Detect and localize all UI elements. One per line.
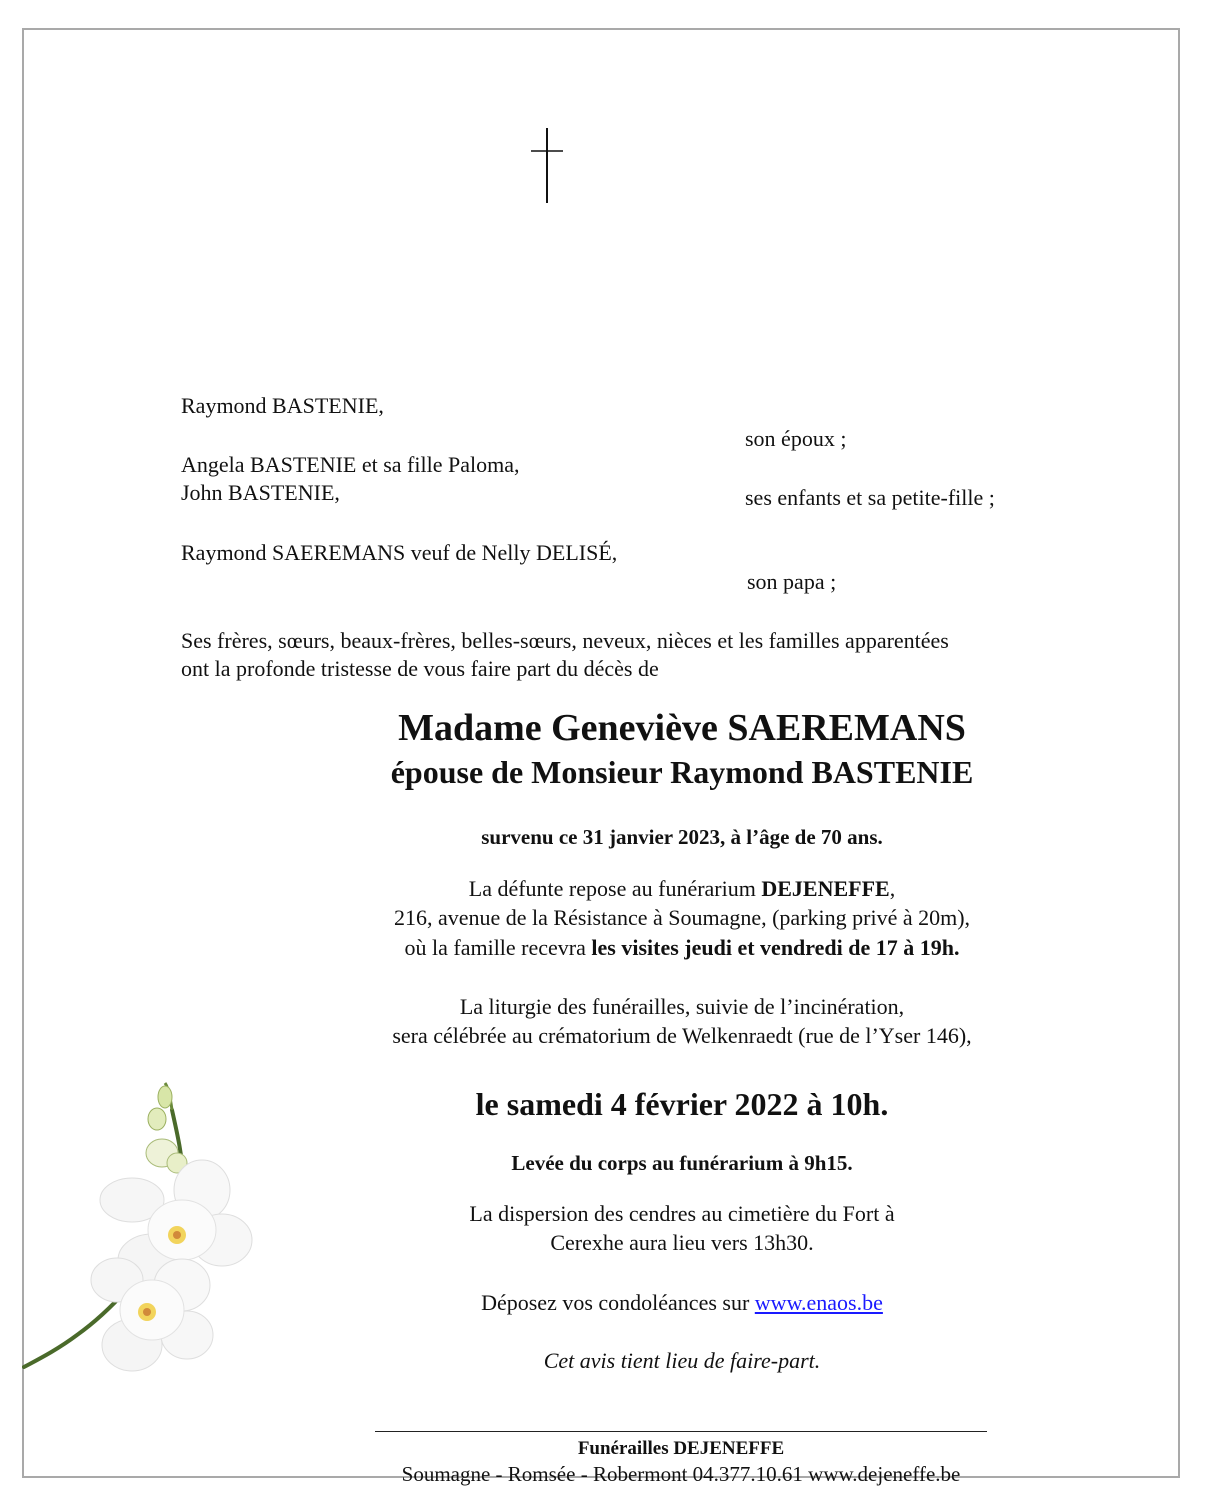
notice-text: Cet avis tient lieu de faire-part. (543, 1348, 821, 1373)
footer-contact: Soumagne - Romsée - Robermont 04.377.10.61 www.dejeneffe.be (401, 1462, 961, 1486)
death-date: survenu ce 31 janvier 2023, à l’âge de 70 ans. (481, 825, 883, 849)
condolences-line: Déposez vos condoléances sur www.enaos.be (481, 1290, 883, 1315)
family-line-father: Raymond SAEREMANS veuf de Nelly DELISÉ, (181, 540, 618, 565)
ceremony-line-2: sera célébrée au crématorium de Welkenraedt (rue de l’Yser 146), (392, 1023, 972, 1048)
family-line-spouse: Raymond BASTENIE, (181, 393, 384, 418)
visitation-line-1: La défunte repose au funérarium DEJENEFFE, (468, 876, 896, 901)
footer-divider (375, 1431, 987, 1432)
deceased-spouse: épouse de Monsieur Raymond BASTENIE (390, 754, 974, 790)
family-role-spouse: son époux ; (745, 426, 847, 451)
siblings-line-2: ont la profonde tristesse de vous faire part du décès de (181, 656, 659, 681)
ceremony-date: le samedi 4 février 2022 à 10h. (475, 1086, 889, 1122)
condolences-link[interactable]: www.enaos.be (754, 1290, 883, 1315)
family-line-children-2: John BASTENIE, (181, 480, 340, 505)
ceremony-line-1: La liturgie des funérailles, suivie de l’incinération, (459, 994, 905, 1019)
footer-company: Funérailles DEJENEFFE (577, 1438, 785, 1459)
orchid-flower-image (22, 1075, 302, 1375)
siblings-line-1: Ses frères, sœurs, beaux-frères, belles-sœurs, neveux, nièces et les familles apparentées (181, 628, 949, 653)
cross-icon (528, 126, 566, 206)
deceased-name: Madame Geneviève SAEREMANS (398, 707, 966, 749)
visitation-line-3: où la famille recevra les visites jeudi et vendredi de 17 à 19h. (404, 935, 960, 960)
dispersion-line-1: La dispersion des cendres au cimetière du Fort à (469, 1201, 895, 1226)
family-role-father: son papa ; (747, 569, 837, 594)
family-role-children: ses enfants et sa petite-fille ; (745, 485, 995, 510)
dispersion-line-2: Cerexhe aura lieu vers 13h30. (550, 1230, 814, 1255)
family-line-children-1: Angela BASTENIE et sa fille Paloma, (181, 452, 520, 477)
levee-du-corps: Levée du corps au funérarium à 9h15. (511, 1151, 853, 1175)
visitation-line-2: 216, avenue de la Résistance à Soumagne, (parking privé à 20m), (393, 905, 971, 930)
